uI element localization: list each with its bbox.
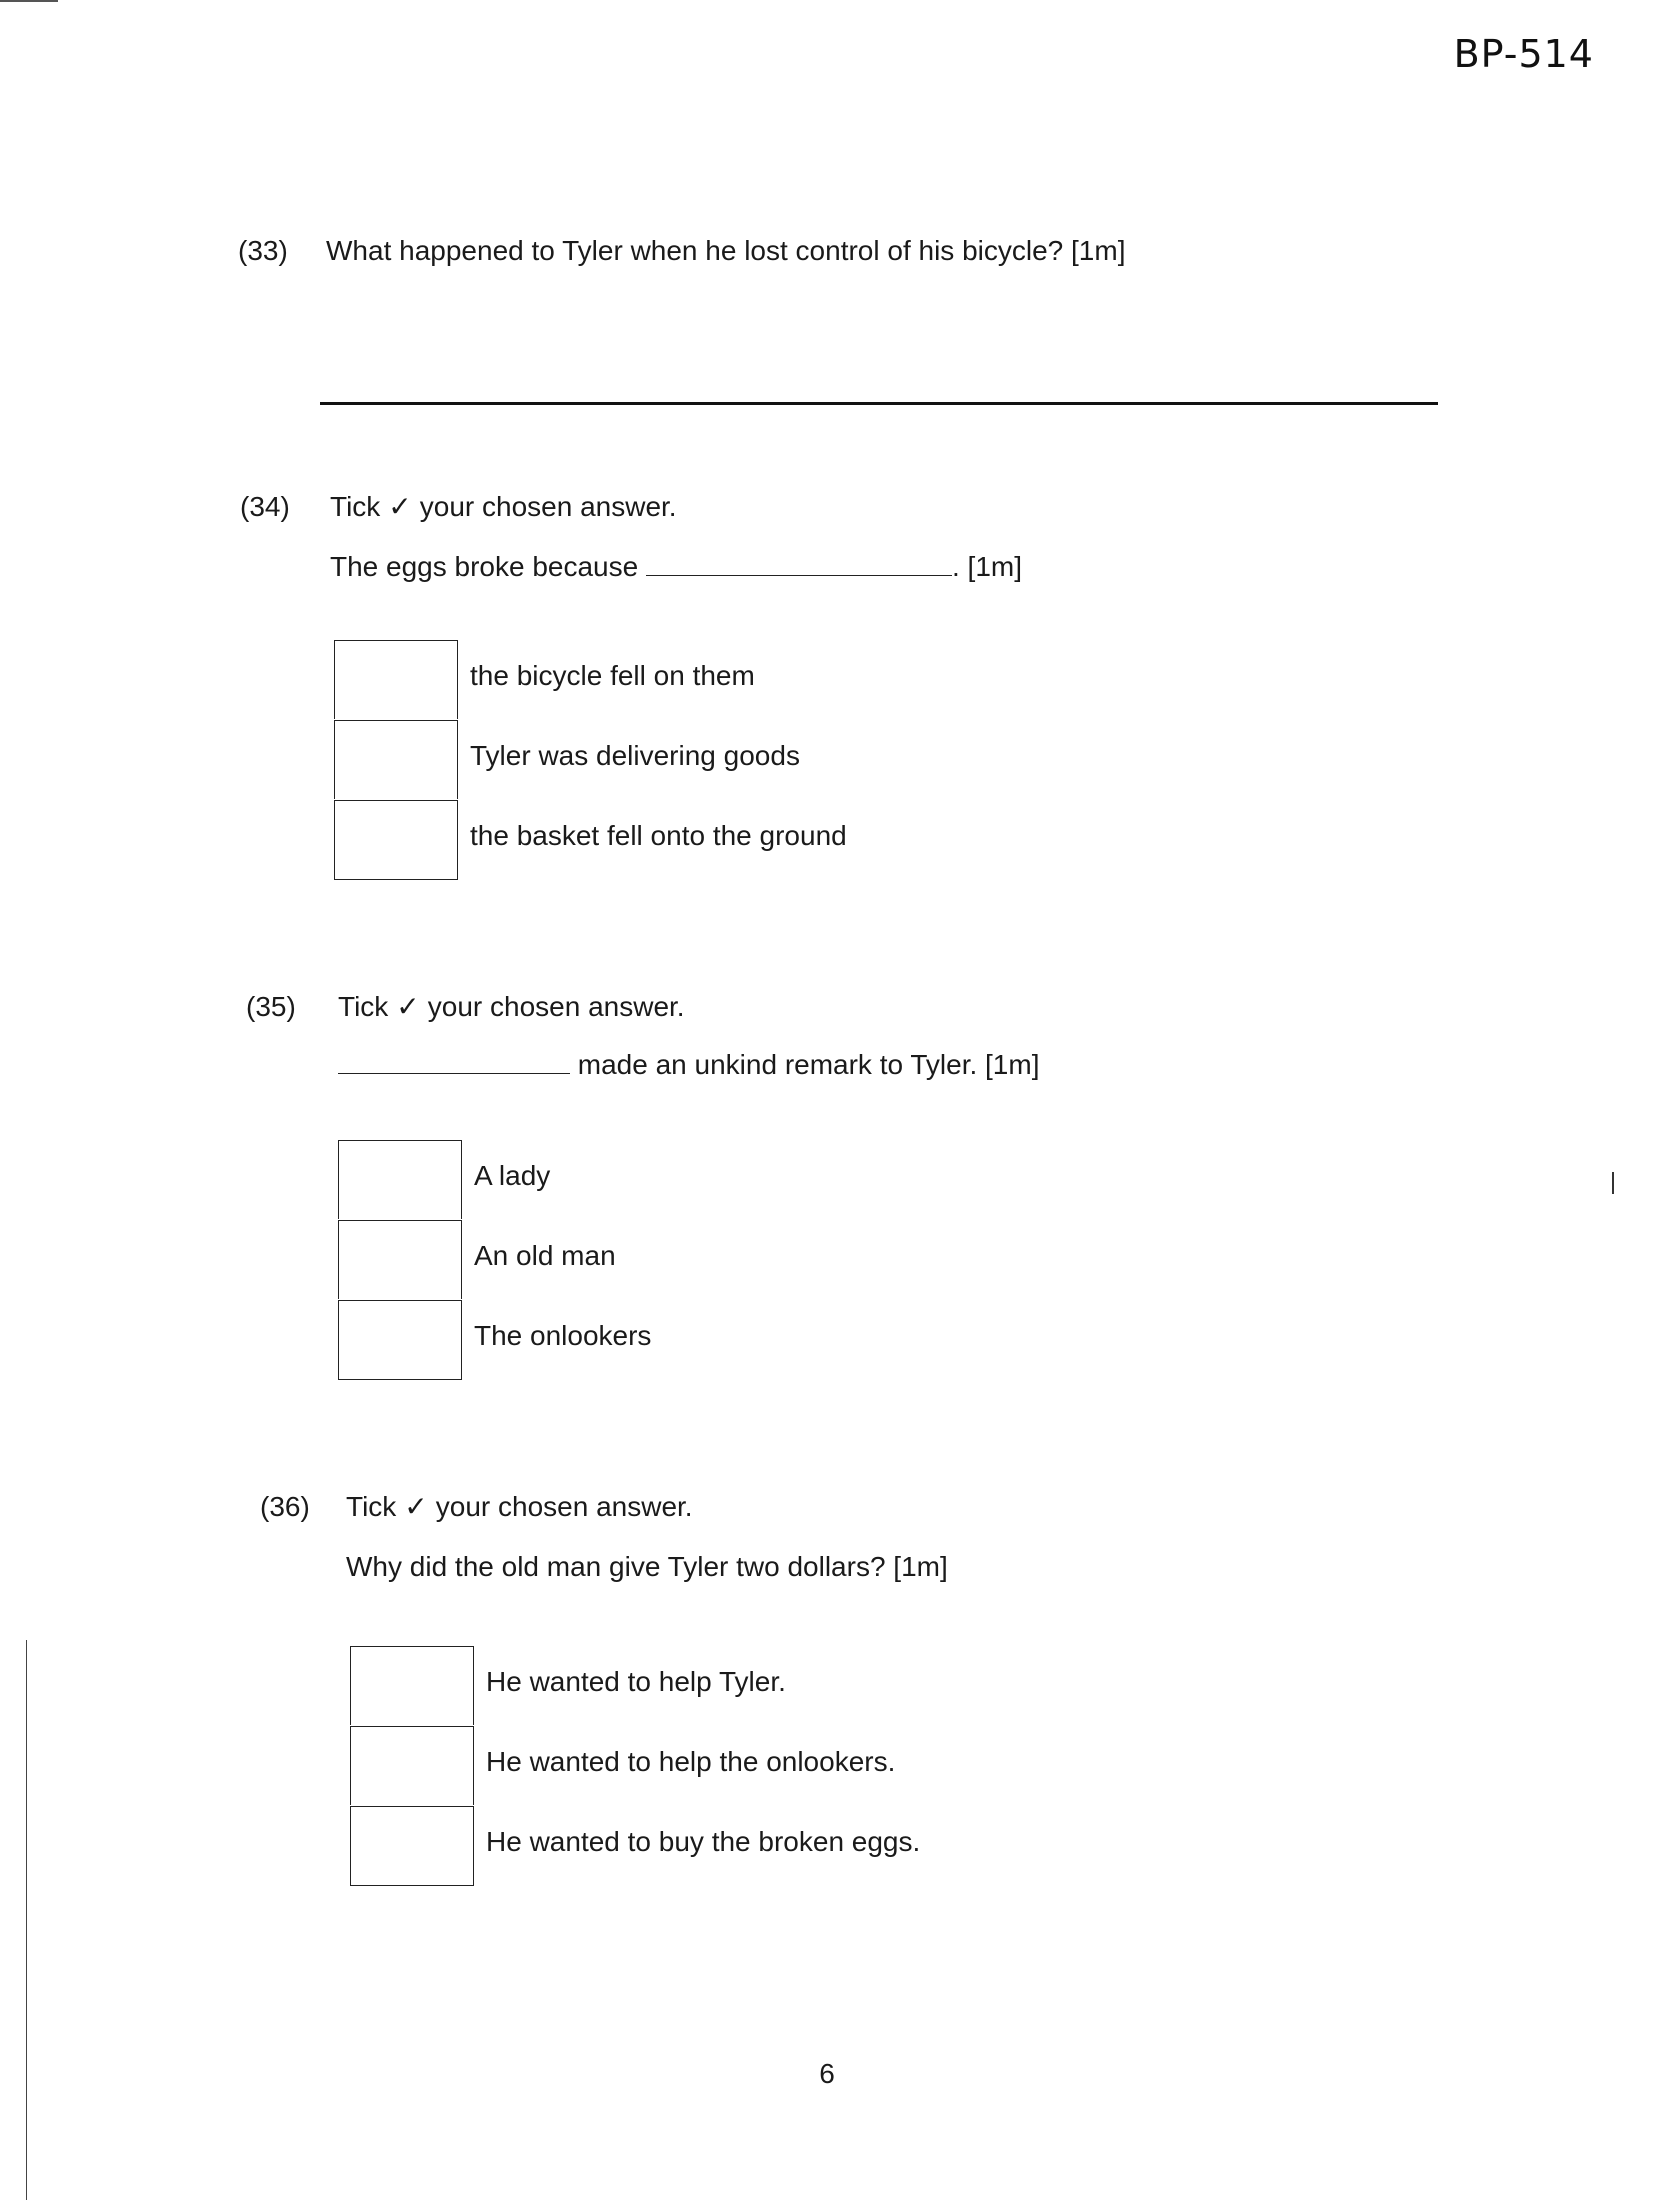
paper-code: BP-514	[1453, 32, 1594, 76]
q33-answer-line[interactable]	[320, 402, 1438, 405]
question-number: (33)	[238, 235, 288, 266]
prompt-suffix: . [1m]	[952, 551, 1023, 582]
prompt-prefix: The eggs broke because	[330, 551, 639, 582]
answer-checkbox[interactable]	[338, 1220, 462, 1299]
instruction-prefix: Tick	[330, 491, 381, 522]
prompt-suffix: made an unkind remark to Tyler. [1m]	[577, 1049, 1040, 1080]
option-label: the bicycle fell on them	[470, 660, 755, 691]
option-label: A lady	[474, 1160, 551, 1191]
question-prompt	[330, 550, 1022, 584]
fill-in-blank	[646, 553, 952, 576]
answer-checkbox[interactable]	[334, 800, 458, 880]
answer-checkbox[interactable]	[350, 1806, 474, 1886]
instruction	[330, 490, 677, 524]
instruction	[346, 1490, 693, 1524]
page-number: 6	[819, 2058, 835, 2089]
option-label: An old man	[474, 1240, 616, 1271]
tick-icon: ✓	[388, 490, 412, 523]
top-edge-rule	[0, 0, 58, 2]
left-margin-line	[26, 1640, 27, 2200]
answer-checkbox[interactable]	[338, 1140, 462, 1219]
answer-checkbox[interactable]	[350, 1646, 474, 1725]
option-label: the basket fell onto the ground	[470, 820, 847, 851]
instruction-suffix: your chosen answer.	[427, 991, 685, 1022]
question-prompt	[338, 1048, 1039, 1082]
answer-checkbox[interactable]	[350, 1726, 474, 1805]
answer-checkbox[interactable]	[334, 640, 458, 719]
instruction-suffix: your chosen answer.	[435, 1491, 693, 1522]
instruction-prefix: Tick	[338, 991, 389, 1022]
question-prompt: Why did the old man give Tyler two dollars? [1m]	[346, 1551, 948, 1582]
question-number: (34)	[240, 491, 290, 522]
fill-in-blank	[338, 1051, 570, 1074]
option-label: He wanted to buy the broken eggs.	[486, 1826, 921, 1857]
question-number: (35)	[246, 991, 296, 1022]
answer-checkbox[interactable]	[338, 1300, 462, 1380]
instruction-prefix: Tick	[346, 1491, 397, 1522]
instruction	[338, 990, 685, 1024]
question-text: What happened to Tyler when he lost control of his bicycle? [1m]	[326, 235, 1126, 266]
margin-mark	[1612, 1172, 1614, 1194]
tick-icon: ✓	[404, 1490, 428, 1523]
instruction-suffix: your chosen answer.	[419, 491, 677, 522]
option-label: He wanted to help the onlookers.	[486, 1746, 896, 1777]
option-label: Tyler was delivering goods	[470, 740, 800, 771]
option-label: He wanted to help Tyler.	[486, 1666, 786, 1697]
answer-checkbox[interactable]	[334, 720, 458, 799]
option-label: The onlookers	[474, 1320, 652, 1351]
tick-icon: ✓	[396, 990, 420, 1023]
question-number: (36)	[260, 1491, 310, 1522]
